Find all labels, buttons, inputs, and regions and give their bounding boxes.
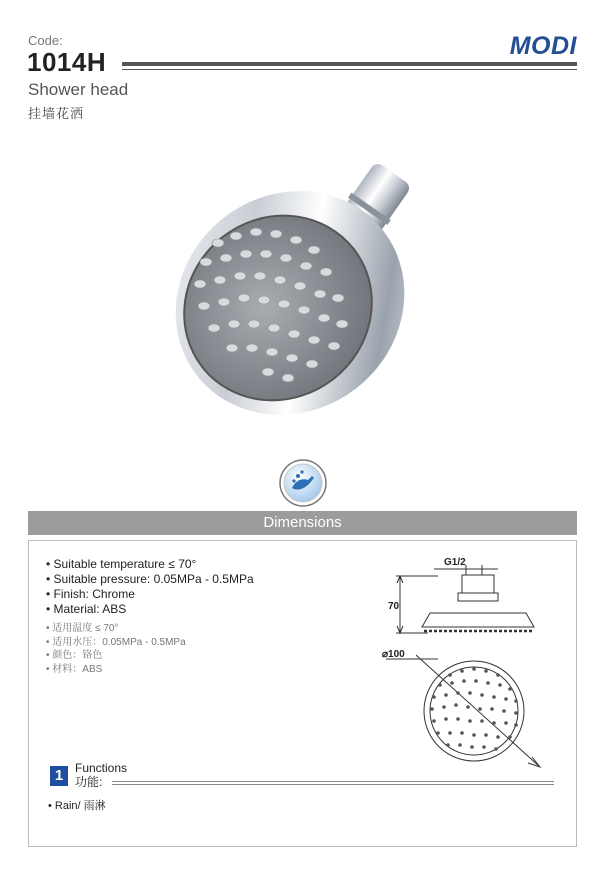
height-dimension-label: 70 — [388, 601, 400, 612]
brand-logo: MODI — [509, 32, 577, 60]
water-hand-icon — [278, 458, 328, 508]
product-code: 1014H — [27, 47, 107, 77]
spec-item: • 材料：ABS — [46, 663, 186, 677]
functions-title-zh: 功能: — [75, 775, 103, 789]
spec-list-en — [46, 557, 254, 617]
thread-size-label: G1/2 — [444, 557, 466, 568]
diameter-dimension-label: ⌀100 — [382, 649, 405, 660]
function-item-rain: • Rain/ 雨淋 — [48, 797, 106, 813]
spec-item: • Suitable pressure: 0.05MPa - 0.5MPa — [46, 572, 254, 587]
product-image — [170, 158, 435, 418]
spec-item: • 适用水压：0.05MPa - 0.5MPa — [46, 636, 186, 650]
spec-item: • Suitable temperature ≤ 70° — [46, 557, 254, 572]
functions-divider — [112, 781, 554, 782]
header-divider-thin — [122, 69, 577, 70]
spec-list-zh — [46, 622, 186, 676]
product-title-en: Shower head — [28, 80, 129, 99]
code-label: Code: — [28, 33, 63, 48]
spec-item: • Finish: Chrome — [46, 587, 254, 602]
spec-item: • 适用温度 ≤ 70° — [46, 622, 186, 636]
header-divider-thick — [122, 62, 577, 66]
functions-number-badge: 1 — [50, 766, 68, 786]
spec-item: • 颜色：铬色 — [46, 649, 186, 663]
spec-item: • Material: ABS — [46, 602, 254, 617]
dimensions-section-title: Dimensions — [28, 511, 577, 535]
functions-divider — [112, 784, 554, 785]
functions-title-en: Functions — [75, 761, 128, 775]
product-title-zh: 挂墙花洒 — [28, 106, 85, 121]
dimension-drawing — [378, 553, 558, 768]
